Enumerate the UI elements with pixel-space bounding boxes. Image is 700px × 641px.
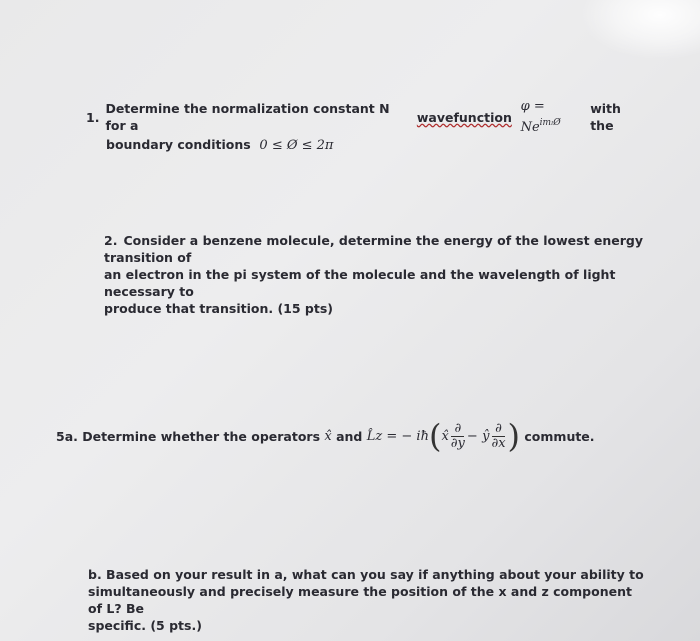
question-5a-label: 5a. Determine whether the operators xyxy=(56,428,321,444)
wavefunction-word: wavefunction xyxy=(416,109,512,125)
y-hat: ŷ xyxy=(482,428,490,444)
right-paren: ) xyxy=(507,417,521,455)
fraction-d-dx xyxy=(491,422,505,451)
question-1 xyxy=(86,98,646,154)
operator-lz: L̂z = − iħ xyxy=(366,428,429,444)
left-paren: ( xyxy=(428,417,442,455)
question-1-text: Determine the normalization constant N for a xyxy=(105,101,390,133)
question-2-line-2: an electron in the pi system of the molecule and the wavelength of light necessary to xyxy=(104,267,616,299)
question-2-text-1: Consider a benzene molecule, determine the energy of the lowest energy transition of xyxy=(104,233,644,265)
boundary-math: 0 ≤ Ø ≤ 2π xyxy=(259,138,334,153)
minus-sign: − xyxy=(466,428,478,444)
wavefunction-equation: $\varphi = Ne^{im_lØ}$ xyxy=(520,99,561,135)
question-5a xyxy=(56,417,676,455)
operator-x: x̂ xyxy=(324,428,332,444)
fraction-numerator: ∂ xyxy=(451,422,464,437)
fraction-denominator: ∂x xyxy=(491,435,506,451)
question-2-line-1 xyxy=(104,232,644,266)
question-1-line-1 xyxy=(86,98,646,136)
camera-glare xyxy=(580,0,700,60)
and-word: and xyxy=(336,428,363,444)
boundary-text: boundary conditions xyxy=(106,137,251,152)
question-1-line-2 xyxy=(86,136,646,154)
question-5b-line-1: b. Based on your result in a, what can you say if anything about your ability to xyxy=(88,567,644,582)
question-5b-line-3: specific. (5 pts.) xyxy=(88,618,202,633)
exponent: imₗØ xyxy=(539,118,561,128)
fraction-numerator: ∂ xyxy=(492,422,505,437)
question-5a-tail: commute. xyxy=(524,428,595,444)
x-hat: x̂ xyxy=(441,428,449,444)
question-1-tail: with the xyxy=(590,101,621,133)
question-2-number: 2. xyxy=(104,233,118,248)
question-5b-line-2: simultaneously and precisely measure the position of the x and z component of L? Be xyxy=(88,584,632,616)
question-2-line-3: produce that transition. (15 pts) xyxy=(104,301,334,316)
question-2 xyxy=(104,232,644,317)
question-5a-row xyxy=(56,417,676,455)
fraction-d-dy xyxy=(451,422,465,451)
fraction-denominator: ∂y xyxy=(450,435,465,451)
question-1-number: 1. xyxy=(86,109,100,125)
question-5b xyxy=(88,566,648,634)
